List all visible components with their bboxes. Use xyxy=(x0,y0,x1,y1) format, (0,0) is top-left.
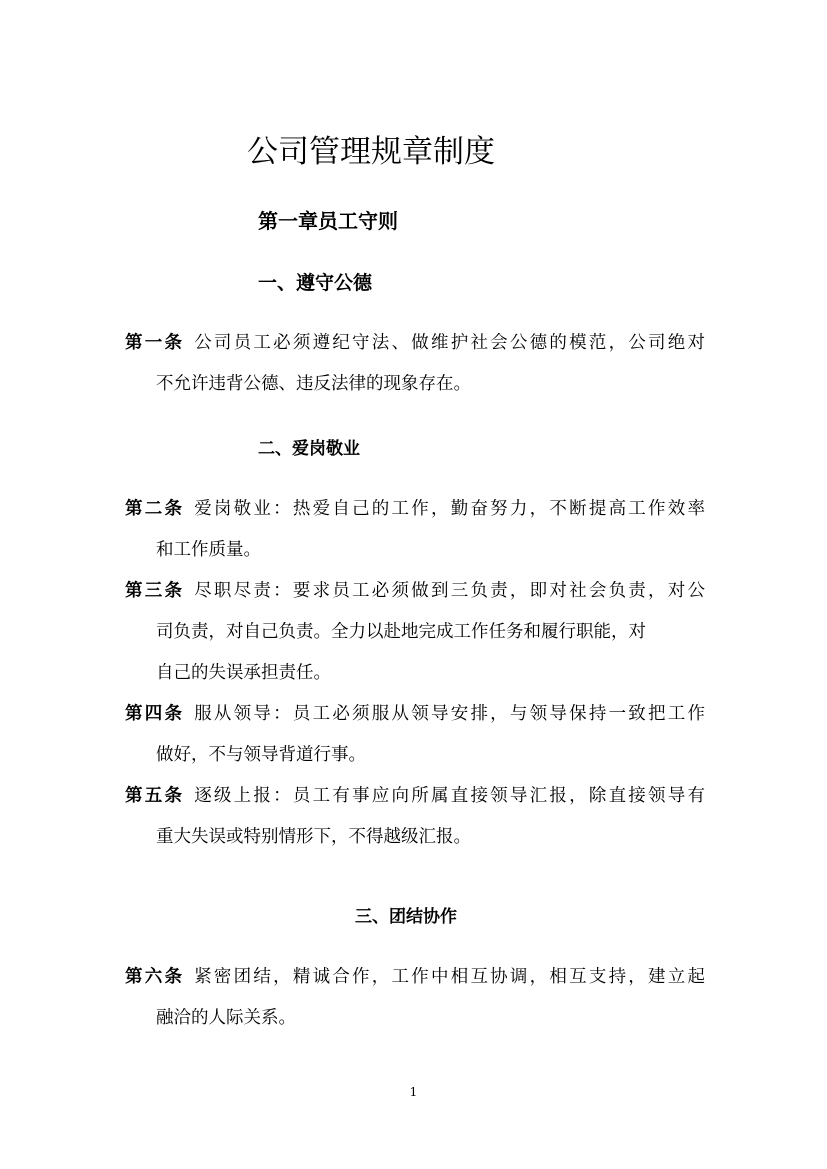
article-first-line xyxy=(125,571,705,612)
article-text: 重大失误或特别情形下，不得越级汇报。 xyxy=(156,827,471,847)
article xyxy=(125,323,705,405)
article-label: 第五条 xyxy=(125,786,185,806)
article-first-line xyxy=(125,323,705,364)
article-text: 融洽的人际关系。 xyxy=(156,1008,296,1028)
section-heading: 三、团结协作 xyxy=(355,907,457,927)
article-text: 尽职尽责：要求员工必须做到三负责，即对社会负责，对公 xyxy=(194,581,706,601)
article-label: 第六条 xyxy=(125,967,185,987)
article xyxy=(125,776,705,858)
article-text: 自己的失误承担责任。 xyxy=(156,663,331,683)
article-first-line xyxy=(125,694,705,735)
article-text: 服从领导：员工必须服从领导安排，与领导保持一致把工作 xyxy=(194,704,706,724)
chapter-heading: 第一章员工守则 xyxy=(258,209,398,233)
article-text: 不允许违背公德、违反法律的现象存在。 xyxy=(156,374,471,394)
article xyxy=(125,489,705,571)
article-text: 做好，不与领导背道行事。 xyxy=(156,745,366,765)
article xyxy=(125,571,705,694)
article-text: 紧密团结，精诚合作，工作中相互协调，相互支持，建立起 xyxy=(194,967,706,987)
article-text: 逐级上报：员工有事应向所属直接领导汇报，除直接领导有 xyxy=(194,786,706,806)
document-title: 公司管理规章制度 xyxy=(247,134,495,170)
article-text: 和工作质量。 xyxy=(156,540,261,560)
page-number: 1 xyxy=(409,1085,418,1099)
article-text: 爱岗敬业：热爱自己的工作，勤奋努力，不断提高工作效率 xyxy=(194,499,706,519)
article-text: 公司员工必须遵纪守法、做维护社会公德的模范，公司绝对 xyxy=(194,333,706,353)
article-label: 第一条 xyxy=(125,333,185,353)
article-first-line xyxy=(125,957,705,998)
article-text: 司负责，对自己负责。全力以赴地完成工作任务和履行职能，对 xyxy=(156,622,646,642)
section-heading: 一、遵守公德 xyxy=(258,272,373,294)
article-first-line xyxy=(125,489,705,530)
article-first-line xyxy=(125,776,705,817)
article-label: 第四条 xyxy=(125,704,185,724)
article xyxy=(125,957,705,1039)
article xyxy=(125,694,705,776)
article-label: 第三条 xyxy=(125,581,185,601)
section-heading: 二、爱岗敬业 xyxy=(258,439,360,459)
article-label: 第二条 xyxy=(125,499,185,519)
